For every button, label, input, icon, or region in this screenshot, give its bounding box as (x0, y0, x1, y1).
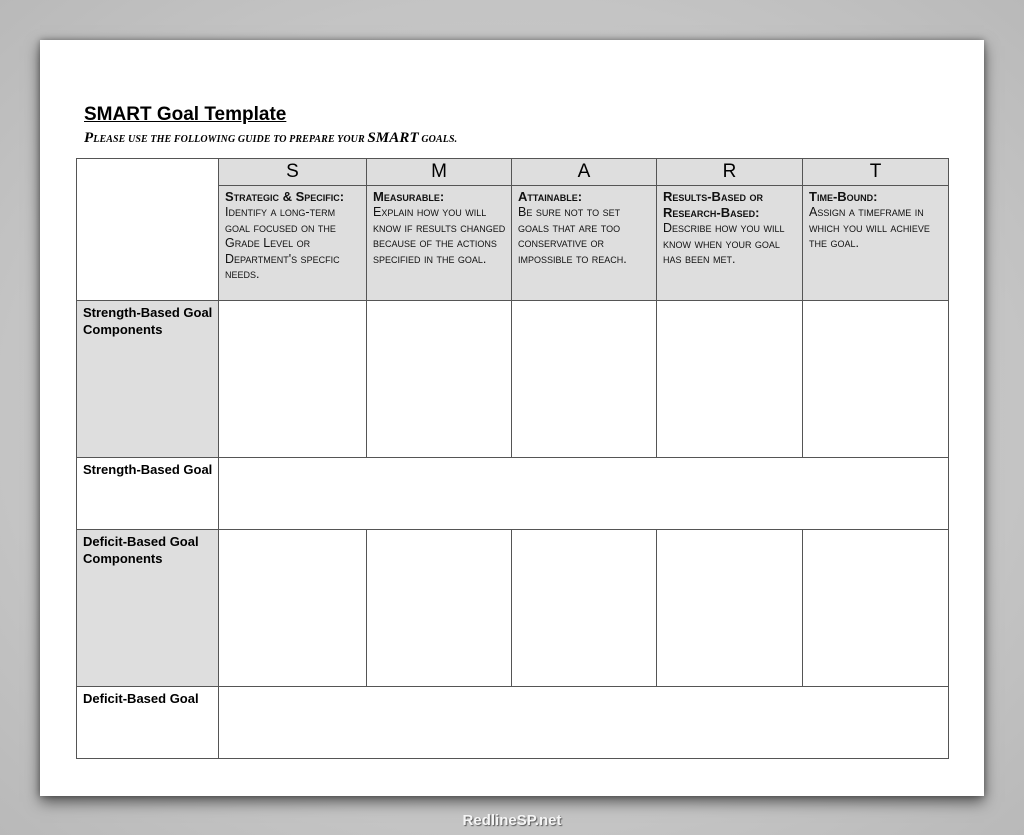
strength-components-row (77, 301, 949, 458)
column-body-s: Identify a long-term goal focused on the Grade Level or Department's specfic needs. (225, 205, 340, 282)
subtitle-part1: LEASE USE THE FOLLOWING GUIDE TO PREPARE YOUR (93, 134, 368, 145)
column-letter-r: R (657, 159, 803, 186)
smart-goal-table (76, 158, 949, 759)
column-desc-s (219, 186, 367, 301)
deficit-components-a-cell[interactable] (512, 530, 657, 687)
deficit-components-row (77, 530, 949, 687)
row-label-strength-goal: Strength-Based Goal (77, 458, 219, 530)
column-body-r: Describe how you will know when your goal has been met. (663, 221, 785, 267)
column-letter-s: S (219, 159, 367, 186)
column-desc-t (803, 186, 949, 301)
subtitle-part2: GOALS. (418, 134, 458, 145)
deficit-goal-row (77, 687, 949, 759)
column-letter-t: T (803, 159, 949, 186)
strength-components-t-cell[interactable] (803, 301, 949, 458)
strength-components-m-cell[interactable] (367, 301, 512, 458)
column-letter-m: M (367, 159, 512, 186)
deficit-components-r-cell[interactable] (657, 530, 803, 687)
column-body-t: Assign a timeframe in which you will achieve the goal. (809, 205, 930, 251)
deficit-components-t-cell[interactable] (803, 530, 949, 687)
strength-goal-row (77, 458, 949, 530)
column-desc-m (367, 186, 512, 301)
subtitle-initial: P (84, 130, 94, 146)
strength-goal-cell[interactable] (219, 458, 949, 530)
deficit-goal-cell[interactable] (219, 687, 949, 759)
column-heading-a: Attainable: (518, 189, 583, 204)
deficit-components-m-cell[interactable] (367, 530, 512, 687)
letter-header-row (77, 159, 949, 186)
document-subtitle (84, 130, 457, 148)
strength-components-r-cell[interactable] (657, 301, 803, 458)
subtitle-smart: SMART (367, 130, 419, 146)
strength-components-s-cell[interactable] (219, 301, 367, 458)
column-desc-r (657, 186, 803, 301)
column-heading-s: Strategic & Specific: (225, 189, 345, 204)
column-body-a: Be sure not to set goals that are too conservative or impossible to reach. (518, 205, 627, 266)
deficit-components-s-cell[interactable] (219, 530, 367, 687)
column-heading-t: Time-Bound: (809, 189, 878, 204)
document-page (40, 40, 984, 796)
watermark-text: RedlineSP.net (462, 812, 562, 829)
column-body-m: Explain how you will know if results changed because of the actions specified in the goal. (373, 205, 506, 266)
column-letter-a: A (512, 159, 657, 186)
column-heading-r: Results-Based or Research-Based: (663, 189, 764, 220)
document-title: SMART Goal Template (84, 104, 287, 125)
row-label-strength-components: Strength-Based Goal Components (77, 301, 219, 458)
strength-components-a-cell[interactable] (512, 301, 657, 458)
row-label-deficit-components: Deficit-Based Goal Components (77, 530, 219, 687)
table-corner-cell (77, 159, 219, 301)
row-label-deficit-goal: Deficit-Based Goal (77, 687, 219, 759)
column-desc-a (512, 186, 657, 301)
column-heading-m: Measurable: (373, 189, 445, 204)
